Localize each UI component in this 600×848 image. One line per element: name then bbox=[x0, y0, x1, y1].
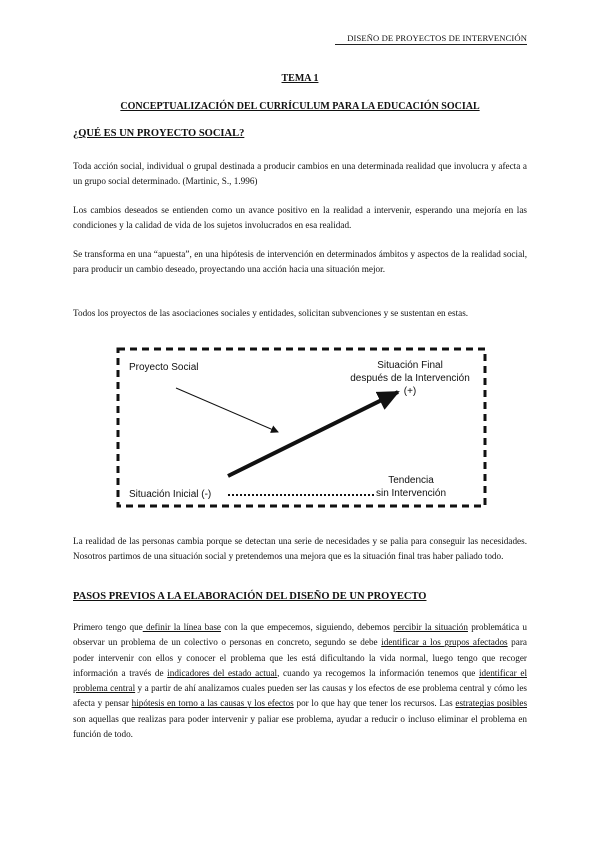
pasos-underline-grupos: identificar a los grupos afectados bbox=[381, 637, 508, 648]
paragraph-realidad: La realidad de las personas cambia porque se detectan una serie de necesidades y se palia para conseguir las necesidades. Nosotros partimos de una situación social y pretendemos una mejora que es la situación final tras haber paliado todo. bbox=[73, 536, 527, 562]
label-tendencia-line1: Tendencia bbox=[388, 475, 434, 486]
intervention-diagram bbox=[116, 346, 488, 510]
paragraph-apuesta: Se transforma en una “apuesta”, en una hipótesis de intervención en determinados ámbitos y aspectos de la realidad social, para producir un cambio deseado, proyectando una acción hacia una situación mejor. bbox=[73, 249, 527, 275]
label-situacion-final bbox=[336, 359, 484, 398]
main-title-text: CONCEPTUALIZACIÓN DEL CURRÍCULUM PARA LA EDUCACIÓN SOCIAL bbox=[120, 101, 480, 112]
pasos-text-4: para poder intervenir con ellos y conocer el problema que les está dificultando la vida normal, luego tengo que recoger información a través de bbox=[73, 637, 527, 678]
pasos-text-2: con la que empecemos, siguiendo, debemos bbox=[220, 622, 394, 632]
label-tendencia bbox=[356, 474, 466, 500]
tema-title bbox=[0, 73, 600, 84]
thick-arrow bbox=[228, 392, 398, 476]
paragraph-pasos bbox=[73, 620, 527, 742]
running-header: DISEÑO DE PROYECTOS DE INTERVENCIÓN bbox=[335, 33, 527, 45]
pasos-underline-estrategias: estrategias posibles bbox=[455, 698, 528, 709]
pasos-text-5: , cuando ya recogemos la información tenemos que bbox=[277, 667, 479, 678]
pasos-text-8: son aquellas que realizas para poder intervenir y paliar ese problema, ayudar a reducir o incluso eliminar el problema en función de todo. bbox=[73, 713, 527, 740]
pasos-underline-linea-base: definir la línea base bbox=[142, 622, 221, 632]
label-situacion-final-line1: Situación Final bbox=[377, 360, 443, 371]
label-situacion-final-line2: después de la Intervención bbox=[350, 373, 470, 384]
paragraph-cambios: Los cambios deseados se entienden como un avance positivo en la realidad a intervenir, esperando una mejoría en las condiciones y la calidad de vida de los sujetos involucrados en esa realidad. bbox=[73, 205, 527, 231]
pasos-text-7: por lo que hay que tener los recursos. Las bbox=[293, 698, 456, 709]
pasos-text-6: y a partir de ahí analizamos cuales pueden ser las causas y los efectos de ese problema central y cómo les afecta y pensar bbox=[73, 683, 527, 709]
label-proyecto-social: Proyecto Social bbox=[129, 362, 199, 373]
section-heading-proyecto-social: ¿QUÉ ES UN PROYECTO SOCIAL? bbox=[73, 128, 245, 139]
pasos-underline-problema: identificar el problema central bbox=[73, 667, 527, 694]
thin-arrow bbox=[176, 388, 278, 432]
paragraph-definicion: Toda acción social, individual o grupal destinada a producir cambios en una determinada realidad que involucra y afecta a un grupo social determinado. (Martinic, S., 1.996) bbox=[73, 161, 527, 187]
pasos-text-3: problemática u observar un problema de un colectivo o personas en concreto, segundo se debe bbox=[73, 622, 527, 648]
tema-label: TEMA 1 bbox=[281, 73, 319, 84]
label-tendencia-line2: sin Intervención bbox=[375, 488, 447, 499]
pasos-underline-percibir: percibir la situación bbox=[393, 622, 468, 632]
paragraph-subvenciones: Todos los proyectos de las asociaciones sociales y entidades, solicitan subvenciones y se sustentan en estas. bbox=[73, 308, 469, 318]
pasos-text-1: Primero tengo que bbox=[73, 622, 143, 632]
section-heading-pasos-previos: PASOS PREVIOS A LA ELABORACIÓN DEL DISEÑO DE UN PROYECTO bbox=[73, 591, 427, 602]
main-title bbox=[0, 101, 600, 112]
label-plus: (+) bbox=[403, 386, 417, 397]
pasos-underline-indicadores: indicadores del estado actual bbox=[167, 667, 278, 678]
pasos-underline-hipotesis: hipótesis en torno a las causas y los efectos bbox=[131, 698, 294, 709]
label-situacion-inicial: Situación Inicial (-) bbox=[129, 489, 212, 500]
